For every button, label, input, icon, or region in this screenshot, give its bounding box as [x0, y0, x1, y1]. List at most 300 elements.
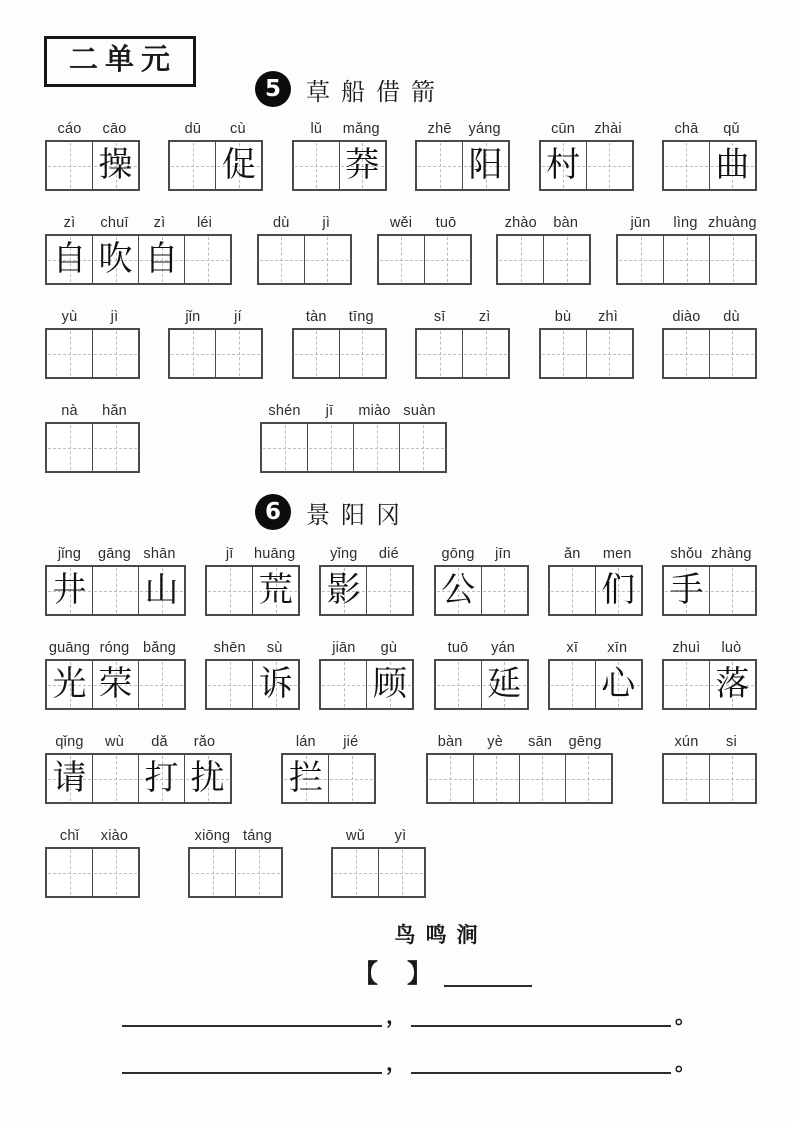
verse-line-1 — [122, 1007, 757, 1027]
pinyin-row — [168, 306, 263, 325]
writing-cell-filled — [92, 661, 138, 708]
pinyin-syllable: yì — [394, 828, 407, 844]
pinyin-syllable: shān — [143, 546, 176, 562]
prefilled-character: 光 — [52, 664, 87, 704]
pinyin-row — [281, 731, 376, 750]
pinyin-row — [168, 118, 263, 137]
writing-cell-empty — [417, 142, 462, 189]
writing-cell-filled — [47, 567, 92, 614]
prefilled-character: 操 — [98, 145, 133, 185]
writing-cell-empty — [47, 142, 92, 189]
word-group — [434, 637, 529, 710]
writing-cell-filled — [321, 567, 366, 614]
pinyin-syllable: lán — [295, 734, 316, 750]
writing-cell-empty — [353, 424, 399, 471]
word-group — [257, 212, 352, 285]
writing-cell-empty — [498, 236, 543, 283]
word-group — [45, 637, 186, 710]
writing-cell-empty — [462, 330, 508, 377]
verse-blank-line — [122, 1054, 382, 1074]
author-blank-line — [444, 967, 532, 987]
prefilled-character: 心 — [601, 664, 636, 704]
prefilled-character: 公 — [441, 570, 476, 610]
pinyin-row — [45, 825, 140, 844]
pinyin-row — [205, 637, 300, 656]
word-group — [45, 306, 140, 379]
poem-title: 鸟鸣涧 — [394, 922, 488, 947]
writing-grid — [616, 234, 757, 285]
writing-cell-empty — [519, 755, 565, 802]
writing-cell-empty — [709, 236, 755, 283]
pinyin-row — [319, 543, 414, 562]
word-group — [168, 306, 263, 379]
pinyin-syllable: cūn — [551, 121, 576, 137]
prefilled-character: 扰 — [190, 758, 225, 798]
writing-grid — [319, 659, 414, 710]
prefilled-character: 自 — [144, 239, 179, 279]
pinyin-row — [548, 637, 643, 656]
unit-title: 二单元 — [69, 44, 178, 76]
section-title: 景阳冈 — [306, 500, 411, 529]
pinyin-syllable: tàn — [305, 309, 327, 325]
writing-cell-empty — [664, 661, 709, 708]
period: 。 — [675, 1005, 696, 1029]
writing-grid — [205, 565, 300, 616]
pinyin-row — [377, 212, 472, 231]
writing-cell-filled — [436, 567, 481, 614]
writing-cell-empty — [565, 755, 611, 802]
pinyin-syllable: jié — [343, 734, 359, 750]
writing-grid — [45, 422, 140, 473]
pinyin-syllable: dū — [184, 121, 202, 137]
pinyin-syllable: cù — [230, 121, 246, 137]
pinyin-syllable: jì — [110, 309, 119, 325]
pinyin-syllable: lìng — [673, 215, 698, 231]
pinyin-syllable: suàn — [403, 403, 436, 419]
prefilled-character: 请 — [52, 758, 87, 798]
word-group — [188, 825, 283, 898]
writing-grid — [45, 328, 140, 379]
pinyin-syllable: guāng — [48, 640, 91, 656]
pinyin-syllable: jūn — [630, 215, 651, 231]
writing-grid — [662, 140, 757, 191]
pinyin-syllable: zhuàng — [708, 215, 757, 231]
writing-cell-empty — [294, 142, 339, 189]
pinyin-syllable: nà — [61, 403, 78, 419]
writing-grid — [281, 753, 376, 804]
prefilled-character: 延 — [487, 664, 522, 704]
word-group — [616, 212, 757, 285]
pinyin-syllable: mǎng — [342, 121, 380, 137]
writing-cell-empty — [170, 142, 215, 189]
pinyin-row — [45, 637, 186, 656]
pinyin-row — [434, 543, 529, 562]
pinyin-row — [662, 731, 757, 750]
writing-cell-empty — [339, 330, 385, 377]
writing-cell-empty — [543, 236, 589, 283]
pinyin-row — [548, 543, 643, 562]
pinyin-row — [292, 118, 387, 137]
word-group — [548, 637, 643, 710]
word-group — [319, 637, 414, 710]
pinyin-syllable: tīng — [348, 309, 374, 325]
writing-grid — [319, 565, 414, 616]
pinyin-syllable: tuō — [435, 215, 457, 231]
section-header — [255, 71, 757, 107]
writing-cell-empty — [399, 424, 445, 471]
pinyin-row — [257, 212, 352, 231]
word-group — [45, 212, 232, 285]
writing-cell-empty — [709, 755, 755, 802]
pinyin-row — [662, 118, 757, 137]
pinyin-syllable: táng — [242, 828, 273, 844]
writing-cell-empty — [92, 849, 138, 896]
pinyin-syllable: tuō — [447, 640, 469, 656]
pinyin-syllable: sī — [433, 309, 446, 325]
pinyin-row — [331, 825, 426, 844]
pinyin-syllable: yè — [487, 734, 504, 750]
pinyin-syllable: xiào — [100, 828, 129, 844]
word-group — [662, 637, 757, 710]
writing-cell-empty — [379, 236, 424, 283]
writing-cell-filled — [47, 755, 92, 802]
prefilled-character: 井 — [52, 570, 87, 610]
word-row — [45, 306, 757, 379]
writing-cell-empty — [550, 661, 595, 708]
prefilled-character: 顾 — [372, 664, 407, 704]
word-group — [548, 543, 643, 616]
writing-cell-filled — [481, 661, 527, 708]
comma: ， — [386, 1005, 407, 1029]
writing-cell-empty — [541, 330, 586, 377]
writing-cell-empty — [664, 330, 709, 377]
pinyin-syllable: jí — [234, 309, 242, 325]
writing-cell-empty — [207, 661, 252, 708]
writing-cell-empty — [424, 236, 470, 283]
section-header — [255, 494, 757, 530]
pinyin-row — [45, 400, 140, 419]
word-row — [45, 118, 757, 191]
writing-grid — [45, 565, 186, 616]
comma: ， — [386, 1052, 407, 1076]
writing-grid — [168, 328, 263, 379]
writing-cell-empty — [321, 661, 366, 708]
prefilled-character: 阳 — [468, 145, 503, 185]
pinyin-syllable: xīn — [607, 640, 628, 656]
writing-cell-empty — [259, 236, 304, 283]
writing-cell-filled — [138, 236, 184, 283]
word-group — [426, 731, 613, 804]
writing-grid — [45, 140, 140, 191]
writing-cell-empty — [207, 567, 252, 614]
writing-cell-filled — [366, 661, 412, 708]
pinyin-syllable: dù — [272, 215, 290, 231]
writing-grid — [45, 234, 232, 285]
writing-cell-empty — [215, 330, 261, 377]
word-row — [45, 731, 757, 804]
pinyin-row — [260, 400, 447, 419]
writing-cell-filled — [215, 142, 261, 189]
writing-cell-empty — [304, 236, 350, 283]
pinyin-syllable: zì — [153, 215, 166, 231]
writing-grid — [496, 234, 591, 285]
writing-cell-empty — [47, 849, 92, 896]
pinyin-row — [45, 731, 232, 750]
word-group — [292, 118, 387, 191]
pinyin-syllable: cáo — [57, 121, 82, 137]
writing-cell-filled — [541, 142, 586, 189]
pinyin-syllable: wěi — [389, 215, 413, 231]
writing-grid — [434, 659, 529, 710]
section-number-badge: 5 — [255, 71, 291, 107]
writing-cell-empty — [92, 424, 138, 471]
writing-grid — [260, 422, 447, 473]
period: 。 — [675, 1052, 696, 1076]
writing-grid — [426, 753, 613, 804]
writing-grid — [415, 140, 510, 191]
writing-cell-empty — [92, 755, 138, 802]
writing-grid — [292, 140, 387, 191]
writing-cell-empty — [328, 755, 374, 802]
writing-grid — [45, 659, 186, 710]
writing-cell-filled — [92, 236, 138, 283]
pinyin-syllable: xī — [566, 640, 579, 656]
author-brackets: 【 】 — [353, 960, 435, 988]
pinyin-syllable: jī — [225, 546, 234, 562]
prefilled-character: 荒 — [258, 570, 293, 610]
pinyin-syllable: dié — [378, 546, 399, 562]
writing-cell-filled — [595, 661, 641, 708]
writing-cell-filled — [709, 661, 755, 708]
writing-cell-filled — [47, 236, 92, 283]
word-row — [45, 212, 757, 285]
pinyin-syllable: dù — [723, 309, 740, 325]
pinyin-syllable: qǔ — [723, 121, 740, 137]
pinyin-row — [434, 637, 529, 656]
writing-cell-empty — [170, 330, 215, 377]
writing-cell-filled — [283, 755, 328, 802]
pinyin-syllable: zhào — [504, 215, 537, 231]
pinyin-syllable: miào — [358, 403, 391, 419]
pinyin-row — [415, 118, 510, 137]
prefilled-character: 拦 — [288, 758, 323, 798]
prefilled-character: 打 — [144, 758, 179, 798]
writing-grid — [168, 140, 263, 191]
writing-cell-filled — [138, 567, 184, 614]
word-group — [539, 118, 634, 191]
pinyin-syllable: zhài — [594, 121, 622, 137]
writing-grid — [377, 234, 472, 285]
pinyin-syllable: chā — [674, 121, 699, 137]
section-title: 草船借箭 — [306, 77, 446, 106]
writing-grid — [188, 847, 283, 898]
word-group — [319, 543, 414, 616]
pinyin-syllable: wǔ — [346, 828, 365, 844]
prefilled-character: 荣 — [98, 664, 133, 704]
word-row — [45, 825, 757, 898]
pinyin-syllable: cāo — [102, 121, 127, 137]
pinyin-syllable: diào — [672, 309, 701, 325]
pinyin-syllable: gù — [380, 640, 398, 656]
word-group — [292, 306, 387, 379]
pinyin-syllable: zì — [63, 215, 76, 231]
poem-section — [45, 919, 757, 1074]
pinyin-syllable: yù — [61, 309, 78, 325]
pinyin-syllable: jì — [322, 215, 331, 231]
pinyin-syllable: bàn — [437, 734, 463, 750]
pinyin-syllable: gāng — [97, 546, 132, 562]
prefilled-character: 村 — [546, 145, 581, 185]
writing-grid — [257, 234, 352, 285]
pinyin-syllable: bǎng — [142, 640, 177, 656]
writing-cell-empty — [262, 424, 307, 471]
writing-cell-empty — [417, 330, 462, 377]
word-group — [662, 118, 757, 191]
writing-cell-filled — [664, 567, 709, 614]
pinyin-row — [45, 543, 186, 562]
writing-grid — [434, 565, 529, 616]
pinyin-row — [616, 212, 757, 231]
section-number-badge: 6 — [255, 494, 291, 530]
writing-cell-empty — [436, 661, 481, 708]
writing-cell-empty — [664, 755, 709, 802]
writing-grid — [548, 565, 643, 616]
pinyin-row — [539, 306, 634, 325]
pinyin-syllable: xún — [674, 734, 699, 750]
pinyin-row — [415, 306, 510, 325]
pinyin-syllable: qǐng — [55, 734, 84, 750]
word-group — [662, 306, 757, 379]
writing-cell-filled — [462, 142, 508, 189]
writing-cell-filled — [595, 567, 641, 614]
pinyin-syllable: shén — [268, 403, 301, 419]
pinyin-syllable: luò — [721, 640, 742, 656]
writing-cell-empty — [307, 424, 353, 471]
writing-grid — [662, 328, 757, 379]
word-group — [281, 731, 376, 804]
writing-grid — [205, 659, 300, 710]
prefilled-character: 诉 — [258, 664, 293, 704]
poem-author-line — [353, 962, 757, 987]
writing-cell-empty — [47, 424, 92, 471]
writing-cell-empty — [709, 567, 755, 614]
prefilled-character: 促 — [221, 145, 256, 185]
pinyin-syllable: shēn — [213, 640, 246, 656]
pinyin-syllable: zhì — [598, 309, 619, 325]
pinyin-row — [45, 212, 232, 231]
writing-grid — [662, 659, 757, 710]
word-group — [45, 543, 186, 616]
writing-grid — [292, 328, 387, 379]
pinyin-syllable: yǐng — [330, 546, 358, 562]
pinyin-row — [188, 825, 283, 844]
word-row — [45, 637, 757, 710]
word-group — [205, 543, 300, 616]
pinyin-syllable: yáng — [468, 121, 501, 137]
writing-cell-filled — [709, 142, 755, 189]
word-group — [415, 118, 510, 191]
pinyin-syllable: jǐn — [185, 309, 201, 325]
word-group — [205, 637, 300, 710]
writing-cell-empty — [235, 849, 281, 896]
verse-blank-line — [411, 1054, 671, 1074]
pinyin-syllable: huāng — [254, 546, 296, 562]
word-group — [45, 118, 140, 191]
writing-cell-filled — [92, 142, 138, 189]
writing-cell-empty — [92, 330, 138, 377]
pinyin-syllable: men — [602, 546, 632, 562]
pinyin-syllable: hǎn — [102, 403, 127, 419]
pinyin-syllable: zhàng — [711, 546, 752, 562]
pinyin-syllable: chǐ — [59, 828, 80, 844]
word-group — [45, 825, 140, 898]
word-group — [45, 731, 232, 804]
pinyin-syllable: jiān — [332, 640, 356, 656]
writing-grid — [548, 659, 643, 710]
pinyin-row — [496, 212, 591, 231]
pinyin-syllable: jǐng — [57, 546, 82, 562]
pinyin-syllable: si — [726, 734, 737, 750]
pinyin-syllable: chuī — [100, 215, 129, 231]
writing-grid — [662, 565, 757, 616]
pinyin-syllable: bù — [554, 309, 572, 325]
writing-cell-empty — [92, 567, 138, 614]
word-group — [377, 212, 472, 285]
prefilled-character: 落 — [715, 664, 750, 704]
writing-grid — [539, 328, 634, 379]
writing-cell-empty — [663, 236, 709, 283]
pinyin-syllable: lǔ — [310, 121, 323, 137]
writing-cell-empty — [709, 330, 755, 377]
writing-cell-empty — [586, 330, 632, 377]
writing-cell-empty — [428, 755, 473, 802]
word-group — [434, 543, 529, 616]
pinyin-row — [426, 731, 613, 750]
writing-cell-empty — [47, 330, 92, 377]
prefilled-character: 手 — [669, 570, 704, 610]
pinyin-syllable: zhē — [427, 121, 452, 137]
pinyin-row — [319, 637, 414, 656]
prefilled-character: 吹 — [98, 239, 133, 279]
writing-cell-filled — [138, 755, 184, 802]
writing-cell-empty — [481, 567, 527, 614]
pinyin-syllable: xiōng — [194, 828, 231, 844]
pinyin-syllable: dǎ — [151, 734, 168, 750]
unit-title-box — [44, 36, 196, 87]
writing-cell-filled — [339, 142, 385, 189]
pinyin-syllable: yán — [491, 640, 516, 656]
writing-cell-empty — [618, 236, 663, 283]
word-group — [662, 543, 757, 616]
prefilled-character: 自 — [52, 239, 87, 279]
pinyin-syllable: shǒu — [670, 546, 703, 562]
writing-cell-filled — [184, 755, 230, 802]
pinyin-syllable: ǎn — [563, 546, 581, 562]
pinyin-syllable: zhuì — [672, 640, 701, 656]
verse-line-2 — [122, 1054, 757, 1074]
writing-cell-filled — [252, 661, 298, 708]
writing-cell-empty — [664, 142, 709, 189]
pinyin-syllable: rǎo — [193, 734, 216, 750]
word-group — [662, 731, 757, 804]
writing-grid — [415, 328, 510, 379]
pinyin-syllable: jīn — [495, 546, 512, 562]
writing-cell-empty — [333, 849, 378, 896]
writing-cell-empty — [550, 567, 595, 614]
writing-cell-filled — [252, 567, 298, 614]
writing-cell-filled — [47, 661, 92, 708]
word-row — [45, 400, 757, 473]
